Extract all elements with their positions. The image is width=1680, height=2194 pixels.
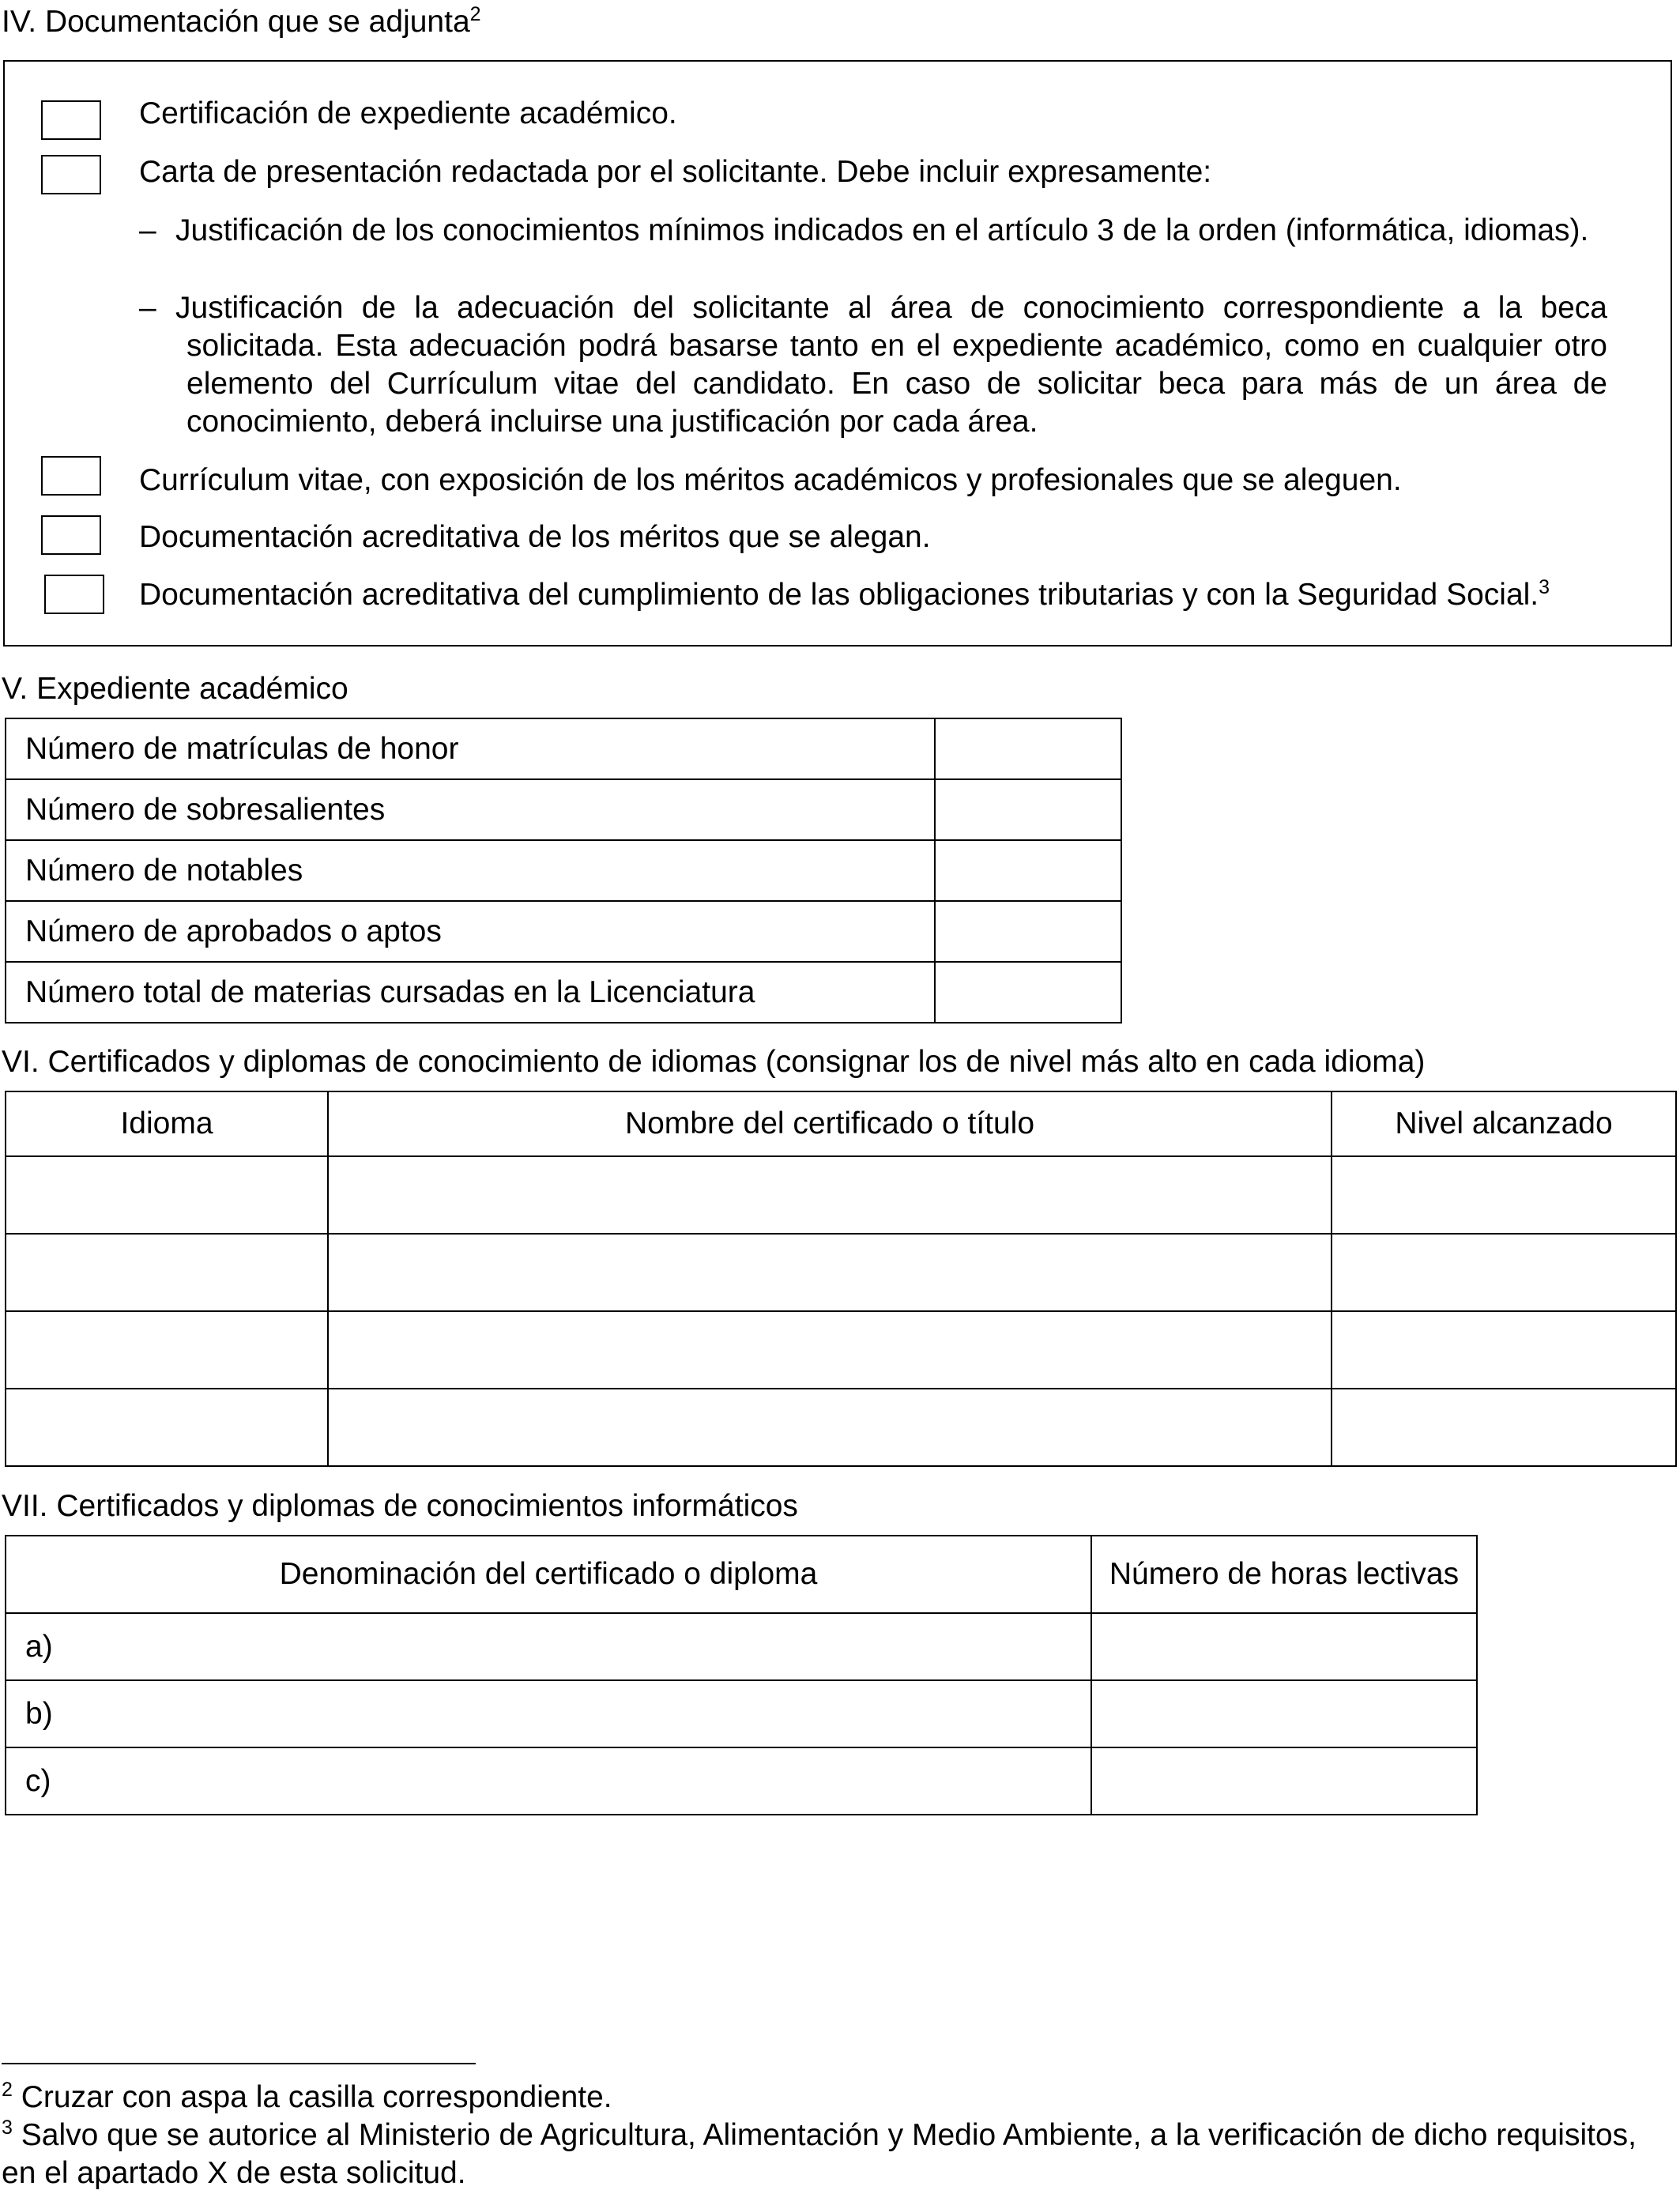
row-label: Número de sobresalientes [6,779,935,840]
value-cell[interactable] [935,901,1121,962]
footnote-2: $^2$ Cruzar con aspa la casilla correspondiente. [2,2079,612,2114]
idiomas-table [5,1091,1677,1467]
table-row [6,1613,1477,1680]
footnote-ref-3: 3 [1539,576,1550,598]
cell-nivel[interactable] [1332,1311,1676,1389]
expediente-table [5,718,1122,1023]
table-row [6,901,1121,962]
bullet-adecuacion: – Justificación de la adecuación del solicitante al área de conocimiento correspondiente a la beca solicitada. Esta adecuación podrá basarse tanto en el expediente académico, como en cualquier otro elemento del Currículum vitae del candidato. En caso de solicitar beca para más de un área de conocimiento, deberá incluirse una justificación por cada área. [139,291,1607,439]
section-7-title: VII. Certificados y diplomas de conocimientos informáticos [2,1489,798,1523]
table-row [6,962,1121,1023]
cell-nivel[interactable] [1332,1389,1676,1466]
cell-certificado[interactable] [328,1234,1332,1311]
table-header-row [6,1536,1477,1613]
table-row [6,1747,1477,1815]
section-6-title: VI. Certificados y diplomas de conocimiento de idiomas (consignar los de nivel más alto en cada idioma) [2,1045,1426,1079]
checkbox-curriculum[interactable] [41,456,101,496]
row-label: Número de aprobados o aptos [6,901,935,962]
cell-certificado[interactable] [328,1311,1332,1389]
section-5-title: V. Expediente académico [2,672,348,706]
cell-horas[interactable] [1091,1613,1477,1680]
cell-certificado[interactable] [328,1389,1332,1466]
section-4-title: IV. Documentación que se adjunta$^2$ [2,3,481,39]
footnote-separator [2,2063,476,2064]
table-row [6,718,1121,779]
table-row [6,840,1121,901]
row-label: Número total de materias cursadas en la Licenciatura [6,962,935,1023]
cell-idioma[interactable] [6,1311,328,1389]
row-label[interactable]: b) [6,1680,1091,1747]
footnote-3: $^3$ Salvo que se autorice al Ministerio de Agricultura, Alimentación y Medio Ambiente, a la verificación de dicho requisitos, en el apartado X de esta solicitud. [2,2117,1637,2190]
value-cell[interactable] [935,779,1121,840]
table-row [6,1311,1676,1389]
row-label[interactable]: c) [6,1747,1091,1815]
header-horas: Número de horas lectivas [1091,1536,1477,1613]
table-row [6,1234,1676,1311]
item-carta: Carta de presentación redactada por el solicitante. Debe incluir expresamente: [139,155,1212,189]
cell-nivel[interactable] [1332,1156,1676,1234]
cell-certificado[interactable] [328,1156,1332,1234]
row-label: Número de matrículas de honor [6,718,935,779]
cell-horas[interactable] [1091,1747,1477,1815]
row-label: Número de notables [6,840,935,901]
cell-idioma[interactable] [6,1389,328,1466]
header-denominacion: Denominación del certificado o diploma [6,1536,1091,1613]
table-row [6,1389,1676,1466]
row-label[interactable]: a) [6,1613,1091,1680]
dash-marker: – [139,213,156,247]
item-curriculum: Currículum vitae, con exposición de los méritos académicos y profesionales que se aleguen. [139,463,1402,497]
header-idioma: Idioma [6,1091,328,1156]
cell-horas[interactable] [1091,1680,1477,1747]
dash-marker: – [139,291,156,325]
item-certificacion: Certificación de expediente académico. [139,96,677,130]
checkbox-carta[interactable] [41,155,101,194]
cell-nivel[interactable] [1332,1234,1676,1311]
value-cell[interactable] [935,718,1121,779]
table-row [6,1156,1676,1234]
value-cell[interactable] [935,962,1121,1023]
item-obligaciones: Documentación acreditativa del cumplimiento de las obligaciones tributarias y con la Seguridad Social.$^3$ [139,576,1550,612]
table-header-row [6,1091,1676,1156]
header-nombre-certificado: Nombre del certificado o título [328,1091,1332,1156]
cell-idioma[interactable] [6,1156,328,1234]
value-cell[interactable] [935,840,1121,901]
checkbox-obligaciones[interactable] [44,575,104,614]
checkbox-meritos[interactable] [41,515,101,555]
table-row [6,779,1121,840]
item-meritos: Documentación acreditativa de los méritos que se alegan. [139,520,931,554]
footnote-ref-2: 2 [469,3,481,25]
table-row [6,1680,1477,1747]
bullet-conocimientos: – Justificación de los conocimientos mínimos indicados en el artículo 3 de la orden (informática, idiomas). [139,212,1607,250]
informatica-table [5,1535,1478,1815]
checkbox-certificacion[interactable] [41,100,101,140]
header-nivel: Nivel alcanzado [1332,1091,1676,1156]
cell-idioma[interactable] [6,1234,328,1311]
